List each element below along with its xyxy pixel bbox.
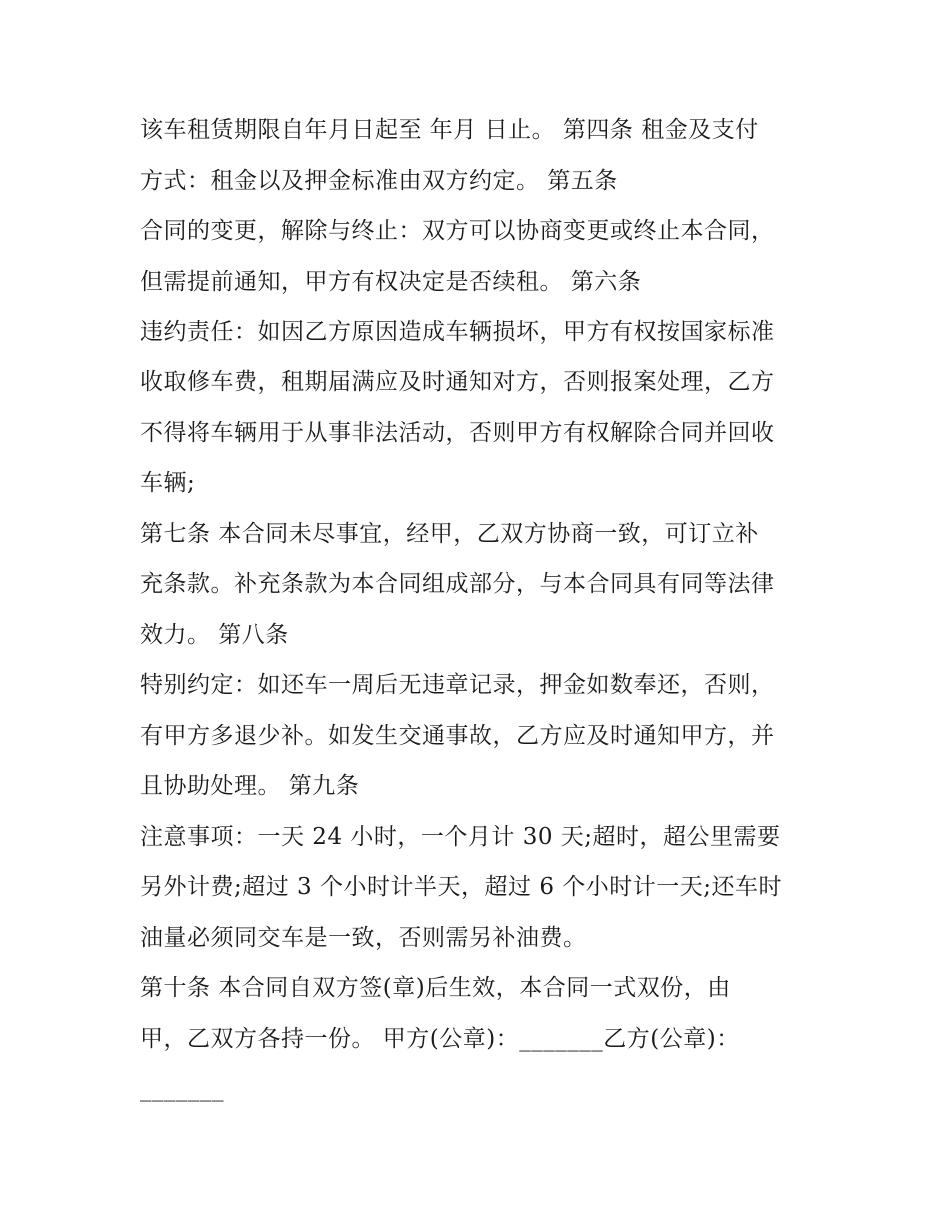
text-line: 但需提前通知，甲方有权决定是否续租。 第六条 (140, 269, 642, 295)
text-line: 车辆; (140, 470, 196, 496)
text-line: 充条款。补充条款为本合同组成部分，与本合同具有同等法律 (140, 571, 775, 597)
text-line: 油量必须同交车是一致，否则需另补油费。 (140, 925, 587, 951)
text-line: 且协助处理。 第九条 (140, 773, 360, 799)
text-line: 有甲方多退少补。如发生交通事故，乙方应及时通知甲方，并 (140, 723, 775, 749)
text-line: 另外计费;超过 3 个小时计半天，超过 6 个小时计一天;还车时 (140, 874, 783, 900)
signature-line: 甲，乙双方各持一份。 甲方(公章)：_______乙方(公章)： (140, 1026, 740, 1052)
text-line: 特别约定：如还车一周后无违章记录，押金如数奉还，否则， (140, 672, 775, 698)
text-line: 第七条 本合同未尽事宜，经甲，乙双方协商一致，可订立补 (140, 521, 759, 547)
text-line: 效力。 第八条 (140, 622, 289, 648)
text-line: 第十条 本合同自双方签(章)后生效，本合同一式双份，由 (140, 975, 731, 1001)
text-line: 注意事项：一天 24 小时，一个月计 30 天;超时，超公里需要 (140, 824, 781, 850)
text-line: 收取修车费，租期届满应及时通知对方，否则报案处理，乙方 (140, 369, 775, 395)
text-line: 合同的变更，解除与终止：双方可以协商变更或终止本合同， (140, 218, 775, 244)
text-line: 该车租赁期限自年月日起至 年月 日止。 第四条 租金及支付 (140, 117, 759, 143)
text-line: 方式：租金以及押金标准由双方约定。 第五条 (140, 168, 618, 194)
text-line: 不得将车辆用于从事非法活动，否则甲方有权解除合同并回收 (140, 420, 775, 446)
signature-blank: _______ (140, 1076, 224, 1102)
text-line: 违约责任：如因乙方原因造成车辆损坏，甲方有权按国家标准 (140, 319, 775, 345)
